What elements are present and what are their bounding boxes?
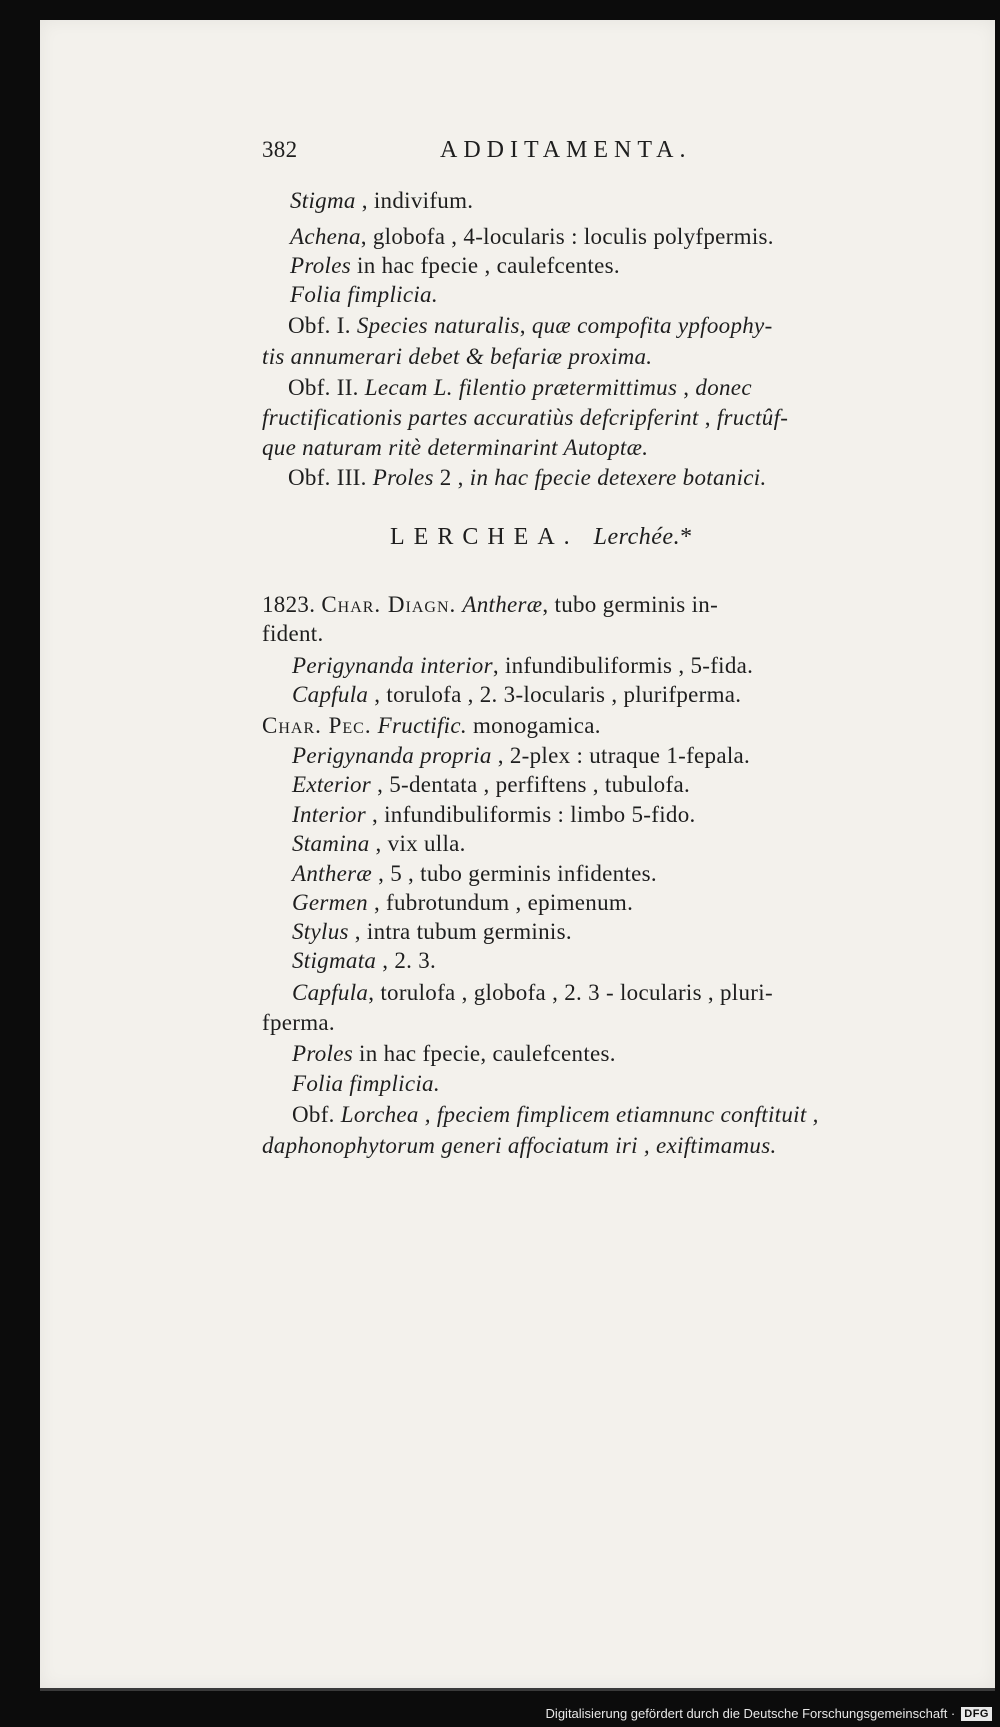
text-line: Obf. III. Proles 2 , in hac fpecie detexere botanici.: [288, 465, 767, 490]
footer-credit: Digitalisierung gefördert durch die Deutsche Forschungsgemeinschaft ·: [545, 1706, 956, 1721]
text-line: Proles in hac fpecie, caulefcentes.: [292, 1041, 616, 1066]
text-line: Germen , fubrotundum , epimenum.: [292, 890, 634, 915]
running-title: ADDITAMENTA.: [440, 137, 692, 163]
text-line: Capfula, torulofa , globofa , 2. 3 - locularis , pluri-: [292, 980, 773, 1005]
text-line: Achena, globofa , 4-locularis : loculis polyfpermis.: [290, 224, 774, 249]
text-line: Antheræ , 5 , tubo germinis infidentes.: [292, 861, 657, 886]
text-line: Interior , infundibuliformis : limbo 5-fido.: [292, 802, 696, 827]
text-line: Capfula , torulofa , 2. 3-locularis , plurifperma.: [292, 682, 742, 707]
text-line: Folia fimplicia.: [292, 1071, 440, 1096]
text-line: daphonophytorum generi affociatum iri , exiftimamus.: [262, 1133, 777, 1158]
text-line: Obf. I. Species naturalis, quæ compofita ypfoophy-: [288, 313, 773, 338]
digitization-footer: [546, 1706, 992, 1721]
text-line: Obf. II. Lecam L. filentio prætermittimus , donec: [288, 375, 752, 400]
text-line: Folia fimplicia.: [290, 282, 438, 307]
text-line: Exterior , 5-dentata , perfiftens , tubulofa.: [292, 772, 691, 797]
text-line: fperma.: [262, 1010, 335, 1035]
text-line: Char. Pec. Fructific. monogamica.: [262, 713, 601, 738]
text-line: Perigynanda interior, infundibuliformis , 5-fida.: [292, 653, 754, 678]
text-line: Stigma , indivifum.: [290, 188, 474, 213]
text-line: Stamina , vix ulla.: [292, 831, 466, 856]
dfg-logo-icon: DFG: [961, 1707, 992, 1721]
text-line: Proles in hac fpecie , caulefcentes.: [290, 253, 620, 278]
text-line: fident.: [262, 621, 324, 646]
text-line: Stigmata , 2. 3.: [292, 948, 437, 973]
text-line: Stylus , intra tubum germinis.: [292, 919, 572, 944]
text-line: que naturam ritè determinarint Autoptæ.: [262, 435, 649, 460]
page-bottom-rule: [40, 1688, 995, 1691]
text-line: fructificationis partes accuratiùs defcripferint , fructûf-: [262, 405, 789, 430]
text-line: tis annumerari debet & befariæ proxima.: [262, 344, 653, 369]
text-line: 1823. Char. Diagn. Antheræ, tubo germinis in-: [262, 592, 719, 617]
text-line: Obf. Lorchea , fpeciem fimplicem etiamnunc conftituit ,: [292, 1102, 819, 1127]
text-line: Perigynanda propria , 2-plex : utraque 1-fepala.: [292, 743, 751, 768]
section-heading: LERCHEA. Lerchée.*: [390, 524, 702, 550]
page-number: 382: [262, 137, 298, 162]
